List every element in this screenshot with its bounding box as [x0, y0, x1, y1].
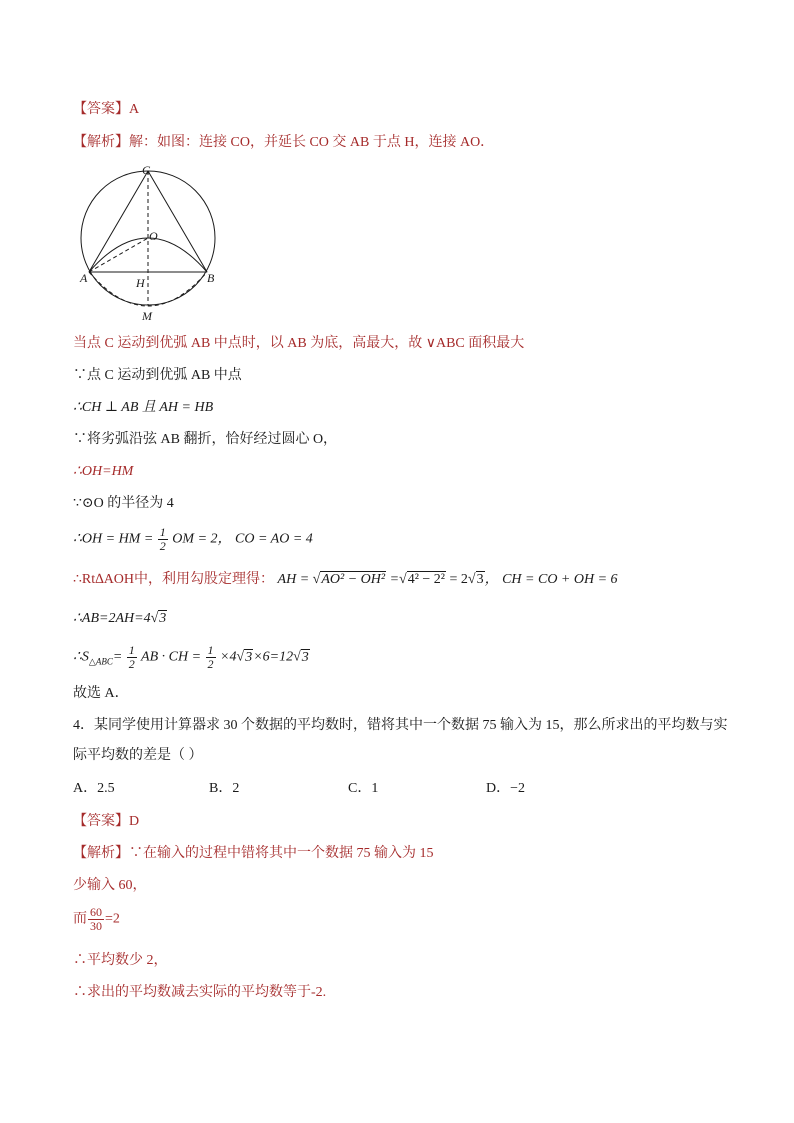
text-segment: =	[389, 572, 400, 587]
text-segment: = 2	[449, 572, 468, 587]
text-segment: 而	[73, 911, 87, 927]
question-stem: 4．某同学使用计算器求 30 个数据的平均数时，错将其中一个数据 75 输入为 15，那么所求出的平均数与实	[73, 718, 728, 733]
fraction-numerator: 1	[207, 643, 214, 657]
solution-line: ∴平均数少 2，	[73, 953, 168, 968]
fraction	[206, 644, 216, 671]
text-segment: AH =	[277, 572, 310, 587]
subscript: △ABC	[88, 656, 113, 667]
analysis-label: 【解析】	[73, 846, 129, 861]
fraction-denominator: 30	[90, 919, 102, 933]
label-m: M	[142, 309, 152, 323]
text-segment: ∴OH = HM =	[73, 531, 154, 547]
text-segment: ∴AB=2AH=4	[73, 611, 151, 626]
answer-value: A	[129, 102, 140, 117]
solution-line: ∴AB=2AH=4√3	[73, 611, 167, 626]
label-c: C	[142, 163, 151, 177]
text-segment: ∴S	[73, 649, 89, 665]
segment-cb	[148, 171, 207, 272]
sqrt-radicand: AO² − OH²	[321, 572, 386, 587]
option-d: D．−2	[486, 781, 526, 796]
fraction	[127, 644, 137, 671]
sqrt-radicand: 3	[245, 649, 253, 665]
fraction	[158, 526, 168, 553]
sqrt-radicand: 3	[159, 611, 167, 626]
text-segment: ×4	[220, 649, 237, 665]
fraction-denominator: 2	[128, 657, 135, 671]
solution-line: 当点 C 运动到优弧 AB 中点时，以 AB 为底，高最大，故 ∨ABC 面积最大	[73, 336, 525, 351]
label-o: O	[149, 229, 158, 243]
fraction-numerator: 60	[90, 905, 102, 919]
circle-geometry-figure	[75, 160, 245, 330]
segment-ao-dashed	[89, 238, 148, 272]
solution-line: 故选 A．	[73, 686, 129, 701]
sqrt-radicand: 3	[476, 572, 484, 587]
answer-label: 【答案】	[73, 102, 129, 117]
segment-ca	[89, 171, 148, 272]
solution-line: ∴CH ⊥ AB 且 AH = HB	[73, 400, 214, 415]
analysis-line	[73, 844, 434, 864]
fraction-denominator: 2	[207, 657, 214, 671]
answer-label: 【答案】	[73, 814, 129, 829]
fraction	[88, 906, 104, 933]
analysis-text: ∵在输入的过程中错将其中一个数据 75 输入为 15	[129, 846, 434, 861]
label-a: A	[80, 271, 88, 285]
answer-line	[73, 812, 139, 832]
analysis-label: 【解析】	[73, 135, 129, 150]
fraction-numerator: 1	[128, 643, 135, 657]
solution-line: ∵点 C 运动到优弧 AB 中点	[73, 368, 242, 383]
text-segment: ， CH = CO + OH = 6	[484, 572, 618, 587]
solution-line: ∵将劣弧沿弦 AB 翻折，恰好经过圆心 O，	[73, 432, 338, 447]
solution-line	[73, 906, 120, 933]
sqrt-radicand: 4² − 2²	[407, 572, 445, 587]
label-b: B	[207, 271, 215, 285]
solution-line: ∴OH=HM	[73, 464, 134, 479]
solution-line: ∴求出的平均数减去实际的平均数等于-2.	[73, 985, 327, 1000]
fraction-numerator: 1	[159, 525, 166, 539]
analysis-line	[73, 133, 494, 153]
solution-line: 少输入 60，	[73, 878, 147, 893]
solution-line: $\therefore S_{\triangle ABC}=$ $\frac{1}{2}$ AB · CH = $\frac{1}{2}$ ×4√3×6=12√3	[73, 643, 309, 671]
text-segment: =	[112, 649, 123, 665]
answer-value: D	[129, 814, 140, 829]
answer-line	[73, 100, 139, 120]
solution-line: ∵⊙O 的半径为 4	[73, 496, 174, 511]
question-stem: 际平均数的差是（ ）	[73, 748, 203, 763]
solution-line: ∴Rt∆AOH中，利用勾股定理得： AH = √AO² − OH² =√4² − 2² = 2√3， CH = CO + OH = 6	[73, 572, 618, 587]
sqrt-radicand: 3	[301, 649, 309, 665]
analysis-text: 解：如图：连接 CO，并延长 CO 交 AB 于点 H，连接 AO．	[129, 135, 495, 150]
text-segment: ∴Rt∆AOH中，利用勾股定理得：	[73, 572, 275, 587]
text-segment: =2	[105, 911, 120, 927]
option-c: C．1	[348, 781, 379, 796]
text-segment: ×6=12	[253, 649, 294, 665]
option-a: A．2.5	[73, 781, 115, 796]
solution-line	[73, 526, 313, 553]
text-segment: OM = 2， CO = AO = 4	[172, 531, 313, 547]
option-b: B．2	[209, 781, 240, 796]
text-segment: AB · CH =	[141, 649, 202, 665]
fraction-denominator: 2	[159, 539, 166, 553]
label-h: H	[136, 276, 145, 290]
